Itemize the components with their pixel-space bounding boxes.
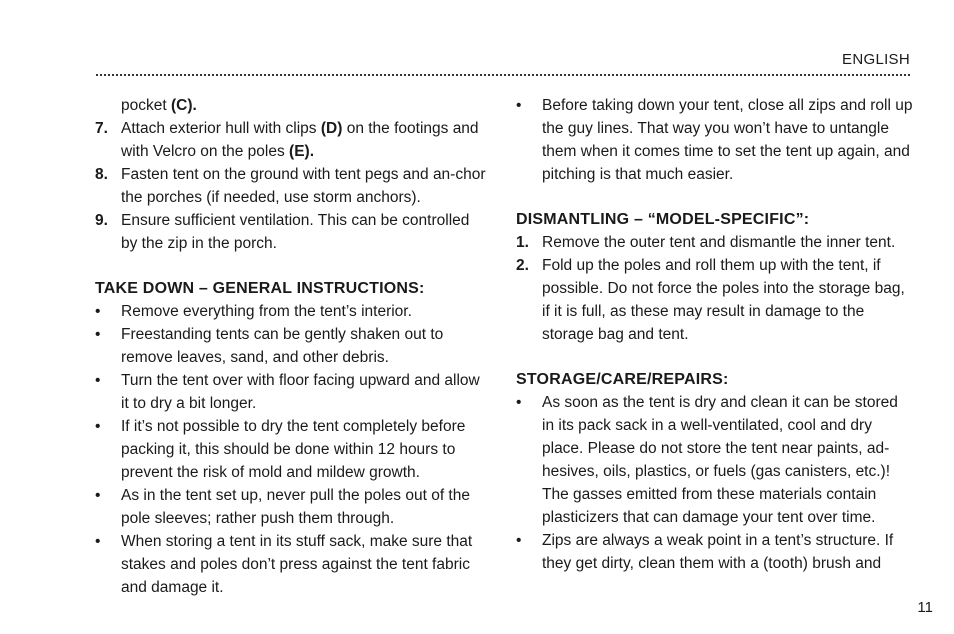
bullet: • <box>516 97 522 114</box>
step-2: 2. Fold up the poles and roll them up with the tent, if possible. Do not force the poles into the storage bag, if it is full, as these may result in damage to the storage bag and tent. <box>516 254 914 346</box>
step-number: 9. <box>95 212 108 229</box>
step-9: 9. Ensure sufficient ventilation. This can be controlled by the zip in the porch. <box>95 209 490 255</box>
step-number: 1. <box>516 234 529 251</box>
bullet: • <box>516 394 522 411</box>
dotted-divider <box>96 74 910 76</box>
continued-text: pocket (C). <box>121 97 197 114</box>
bullet: • <box>95 372 101 389</box>
section-heading-dismantling: DISMANTLING – “MODEL-SPECIFIC”: <box>516 211 810 228</box>
bullet: • <box>95 303 101 320</box>
page-number: 11 <box>917 599 933 616</box>
list-item: • As soon as the tent is dry and clean it can be stored in its pack sack in a well-ventilated, cool and dry place. Please do not store the tent near paints, ad-hesives, oils, plastics, or fuels (gas canisters, etc.)! The gasses emitted from these materials contain plasticizers that can damage your tent over time. <box>516 391 914 529</box>
left-column <box>95 94 490 599</box>
right-column <box>516 94 914 575</box>
bullet: • <box>95 326 101 343</box>
bullet: • <box>516 532 522 549</box>
step-8: 8. Fasten tent on the ground with tent pegs and an-chor the porches (if needed, use storm anchors). <box>95 163 490 209</box>
step-7: 7. Attach exterior hull with clips (D) on the footings and with Velcro on the poles (E). <box>95 117 490 163</box>
list-item: • As in the tent set up, never pull the poles out of the pole sleeves; rather push them through. <box>95 484 490 530</box>
list-item: • Zips are always a weak point in a tent’s structure. If they get dirty, clean them with a (tooth) brush and <box>516 529 914 575</box>
bullet: • <box>95 533 101 550</box>
section-heading-storage: STORAGE/CARE/REPAIRS: <box>516 371 729 388</box>
bullet: • <box>95 487 101 504</box>
step-number: 2. <box>516 257 529 274</box>
list-item: • When storing a tent in its stuff sack, make sure that stakes and poles don’t press against the tent fabric and damage it. <box>95 530 490 599</box>
list-item: • Freestanding tents can be gently shaken out to remove leaves, sand, and other debris. <box>95 323 490 369</box>
bullet: • <box>95 418 101 435</box>
list-item: • Turn the tent over with floor facing upward and allow it to dry a bit longer. <box>95 369 490 415</box>
language-label: ENGLISH <box>842 51 910 68</box>
step-1: 1. Remove the outer tent and dismantle the inner tent. <box>516 231 914 254</box>
list-item: • Before taking down your tent, close all zips and roll up the guy lines. That way you won’t have to untangle them when it comes time to set the tent up again, and pitching is that much easier. <box>516 94 914 186</box>
step-number: 7. <box>95 120 108 137</box>
section-heading-take-down: TAKE DOWN – GENERAL INSTRUCTIONS: <box>95 280 425 297</box>
step-number: 8. <box>95 166 108 183</box>
list-item: • If it’s not possible to dry the tent completely before packing it, this should be done within 12 hours to prevent the risk of mold and mildew growth. <box>95 415 490 484</box>
list-item: • Remove everything from the tent’s interior. <box>95 300 490 323</box>
